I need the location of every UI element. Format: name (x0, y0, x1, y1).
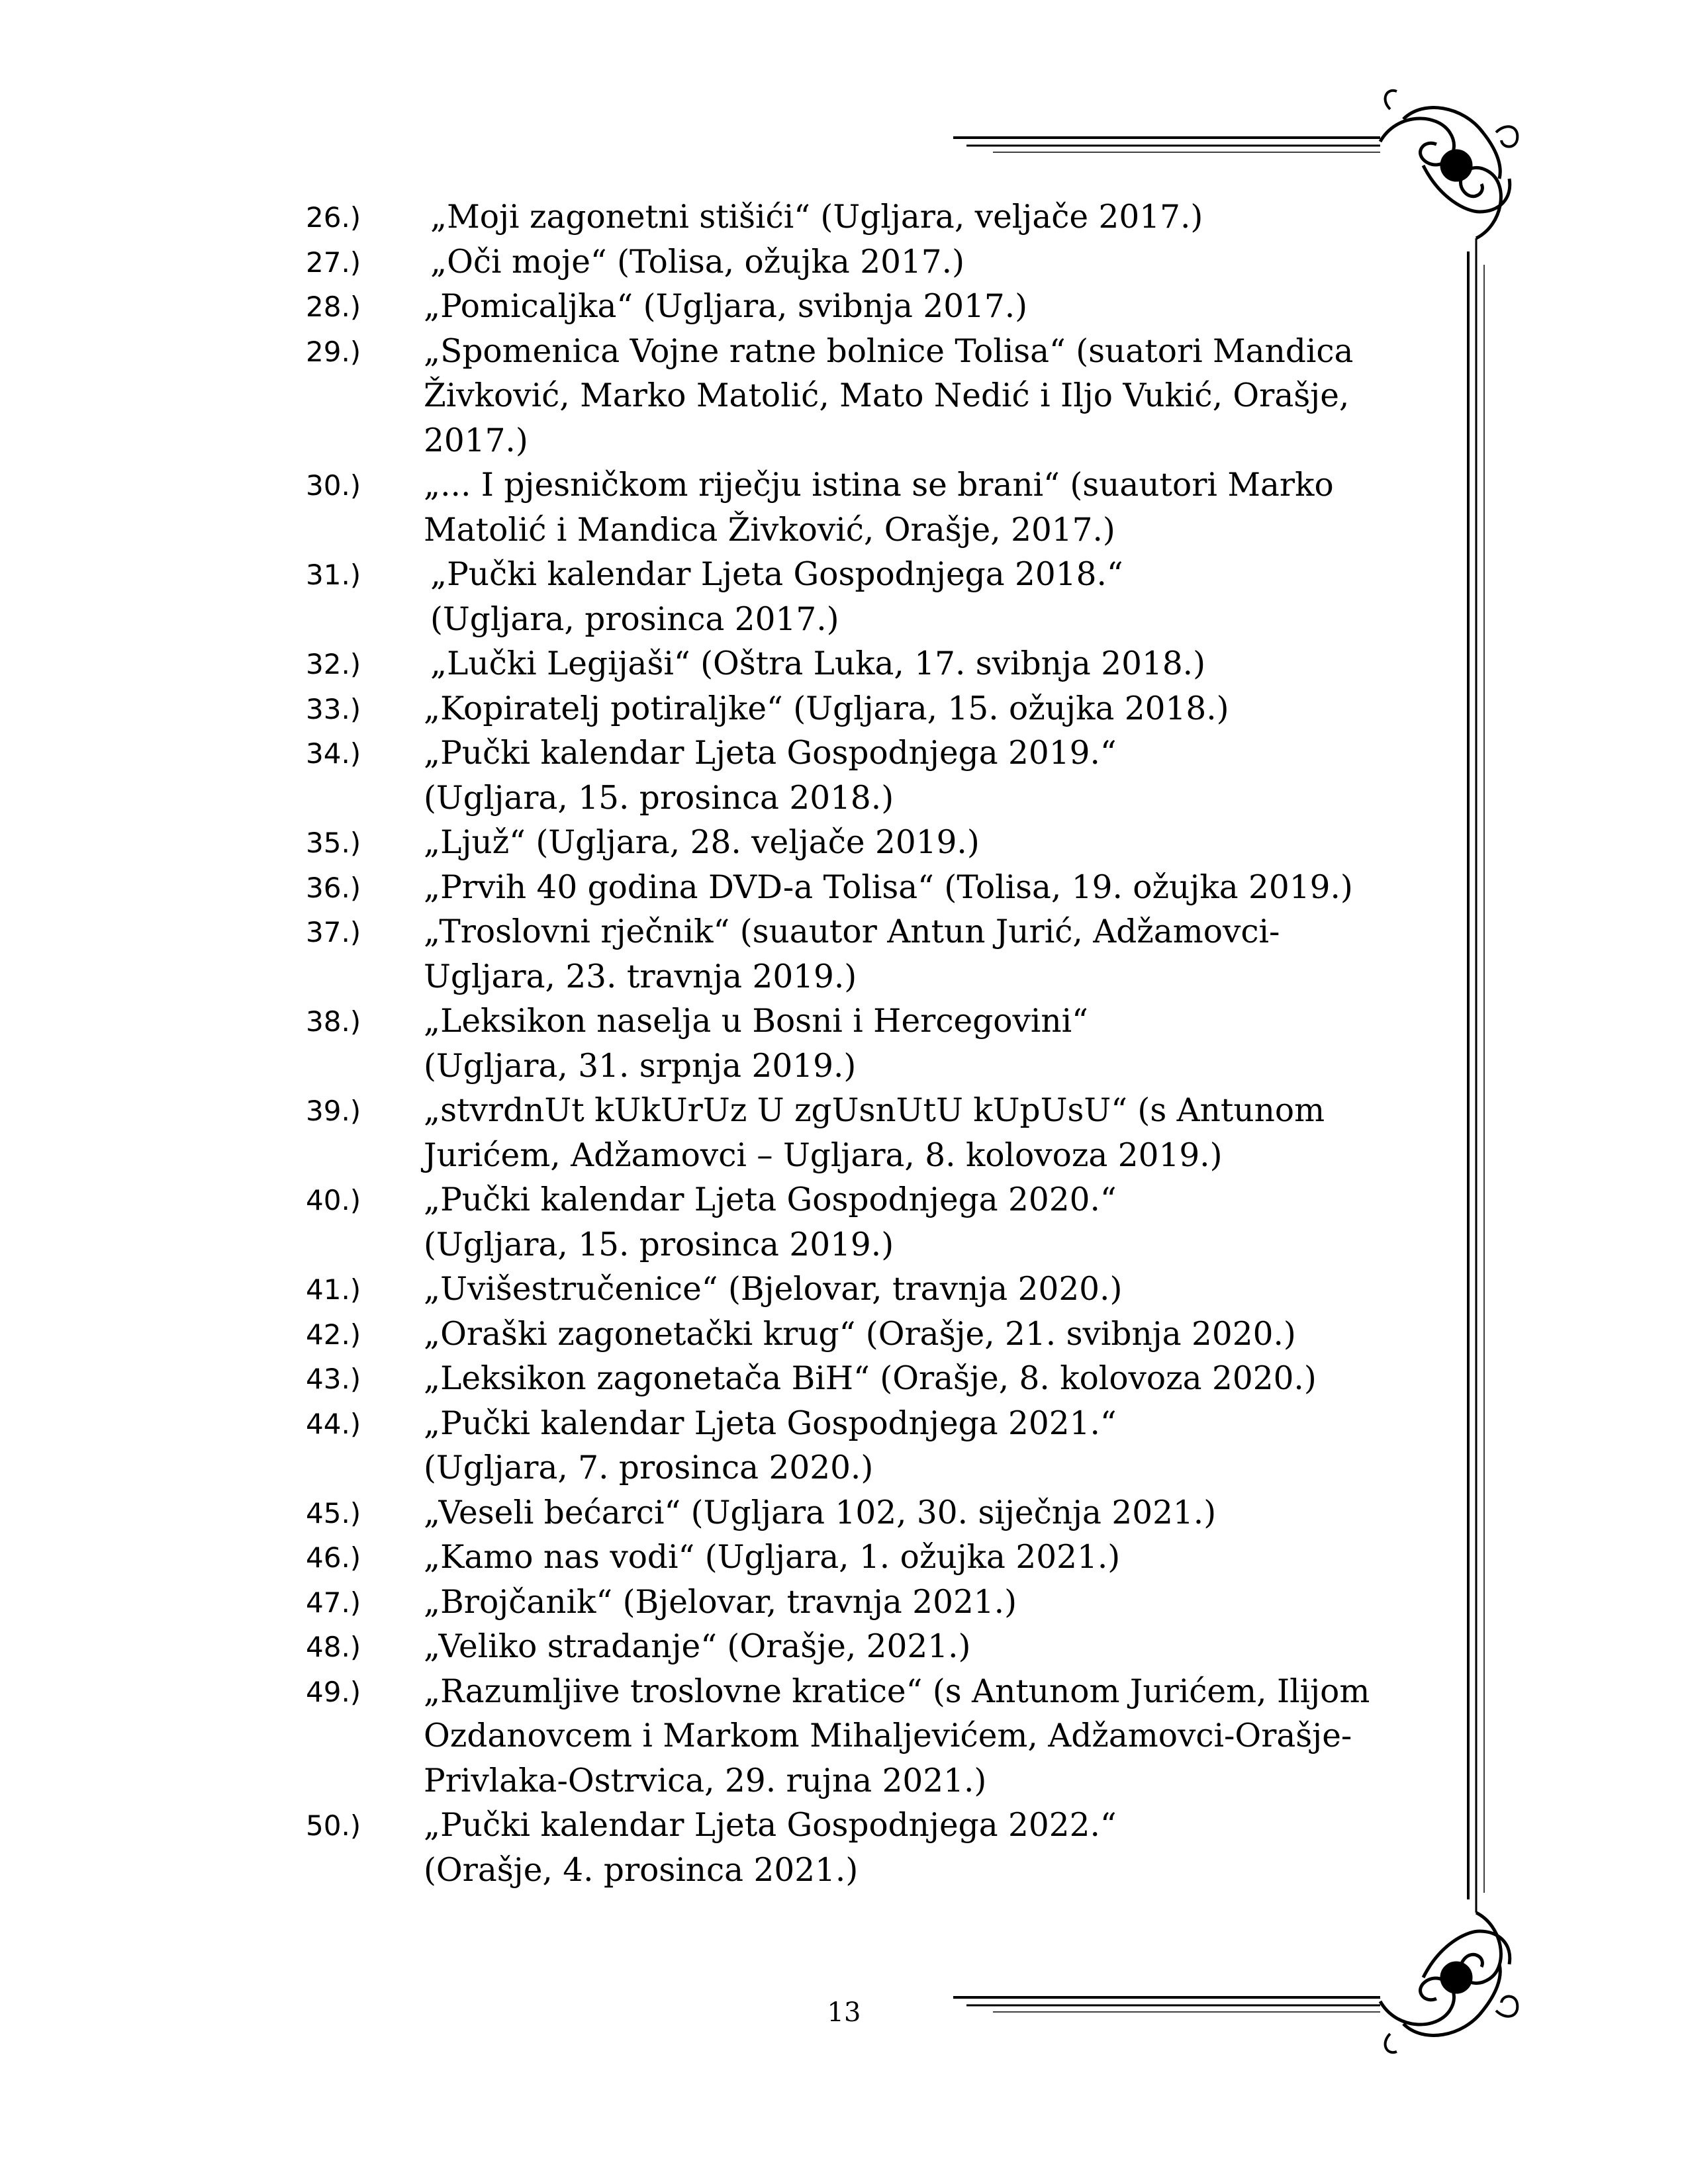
list-item-text (424, 910, 1431, 999)
list-item-number: 49.) (306, 1675, 361, 1708)
list-item-number: 30.) (306, 469, 361, 502)
list-item-number: 48.) (306, 1631, 361, 1663)
list-item-text (424, 1580, 1431, 1625)
list-item-text (424, 1178, 1431, 1267)
list-item-line: „Spomenica Vojne ratne bolnice Tolisa“ (suatori Mandica (424, 332, 1354, 370)
list-item-line: „Oraški zagonetački krug“ (Orašje, 21. svibnja 2020.) (424, 1315, 1296, 1353)
list-item (306, 195, 1431, 240)
list-item-text (424, 731, 1431, 821)
list-item (306, 642, 1431, 687)
list-item-line: „Pučki kalendar Ljeta Gospodnjega 2020.“ (424, 1181, 1117, 1218)
list-item-line: „Oči moje“ (Tolisa, ožujka 2017.) (430, 243, 964, 281)
list-item (306, 1670, 1431, 1804)
list-item (306, 1178, 1431, 1267)
list-item (306, 1267, 1431, 1312)
list-item-number: 38.) (306, 1005, 361, 1038)
list-item-number: 33.) (306, 692, 361, 725)
list-item (306, 910, 1431, 999)
list-item-line: „Pučki kalendar Ljeta Gospodnjega 2022.“ (424, 1807, 1117, 1844)
list-item (306, 463, 1431, 553)
list-item (306, 731, 1431, 821)
list-item-text (424, 1625, 1431, 1670)
list-item-line: 2017.) (424, 422, 528, 459)
list-item (306, 1803, 1431, 1893)
publication-list (306, 195, 1431, 1893)
list-item-number: 32.) (306, 648, 361, 680)
list-item-number: 40.) (306, 1184, 361, 1216)
list-item-number: 41.) (306, 1273, 361, 1306)
list-item-line: (Ugljara, prosinca 2017.) (430, 600, 839, 638)
list-item-line: „... I pjesničkom riječju istina se brani“ (suautori Marko (424, 467, 1334, 504)
list-item-number: 31.) (306, 559, 361, 591)
list-item (306, 821, 1431, 866)
list-item (306, 1402, 1431, 1491)
list-item-line: „Brojčanik“ (Bjelovar, travnja 2021.) (424, 1583, 1017, 1621)
list-item-line: Živković, Marko Matolić, Mato Nedić i Iljo Vukić, Orašje, (424, 377, 1350, 414)
list-item-line: „Pučki kalendar Ljeta Gospodnjega 2018.“ (430, 556, 1123, 593)
list-item-text (424, 1803, 1431, 1893)
list-item-number: 39.) (306, 1095, 361, 1127)
list-item-text (424, 1535, 1431, 1580)
list-item-text (424, 553, 1431, 642)
frame-top-rule (953, 138, 1380, 152)
list-item-number: 34.) (306, 737, 361, 770)
list-item-line: Jurićem, Adžamovci – Ugljara, 8. kolovoza 2019.) (424, 1136, 1223, 1174)
list-item-line: (Ugljara, 15. prosinca 2018.) (424, 779, 894, 817)
list-item-line: „Leksikon zagonetača BiH“ (Orašje, 8. kolovoza 2020.) (424, 1360, 1317, 1397)
list-item-text (424, 687, 1431, 732)
corner-ornament-bottom-icon (1380, 1913, 1517, 2052)
list-item-line: „Pučki kalendar Ljeta Gospodnjega 2021.“ (424, 1404, 1117, 1442)
list-item-line: „Lučki Legijaši“ (Oštra Luka, 17. svibnja 2018.) (430, 645, 1206, 682)
list-item (306, 330, 1431, 464)
list-item (306, 1089, 1431, 1178)
list-item-line: „Kamo nas vodi“ (Ugljara, 1. ožujka 2021.) (424, 1539, 1121, 1576)
list-item-number: 36.) (306, 871, 361, 904)
list-item-line: „Moji zagonetni stišići“ (Ugljara, veljače 2017.) (430, 199, 1203, 236)
list-item-number: 27.) (306, 246, 361, 279)
list-item-line: (Ugljara, 7. prosinca 2020.) (424, 1449, 874, 1486)
list-item (306, 1491, 1431, 1536)
list-item-text (424, 1312, 1431, 1357)
list-item-line: „Leksikon naselja u Bosni i Hercegovini“ (424, 1003, 1088, 1040)
list-item-text (424, 330, 1431, 464)
list-item-line: (Orašje, 4. prosinca 2021.) (424, 1851, 859, 1889)
list-item-text (424, 240, 1431, 285)
list-item-text (424, 999, 1431, 1089)
list-item-line: „Pomicaljka“ (Ugljara, svibnja 2017.) (424, 288, 1028, 325)
list-item-text (424, 866, 1431, 911)
frame-right-rule (1468, 238, 1484, 1913)
list-item-line: „Pučki kalendar Ljeta Gospodnjega 2019.“ (424, 735, 1117, 772)
list-item-line: Ugljara, 23. travnja 2019.) (424, 958, 857, 995)
list-item (306, 1312, 1431, 1357)
list-item (306, 866, 1431, 911)
list-item-number: 50.) (306, 1809, 361, 1842)
list-item (306, 240, 1431, 285)
list-item-number: 26.) (306, 201, 361, 234)
list-item-line: (Ugljara, 31. srpnja 2019.) (424, 1047, 857, 1085)
list-item-text (424, 642, 1431, 687)
list-item-line: „Kopiratelj potiraljke“ (Ugljara, 15. ožujka 2018.) (424, 690, 1229, 727)
list-item (306, 1535, 1431, 1580)
list-item-line: „Razumljive troslovne kratice“ (s Antunom Jurićem, Ilijom (424, 1672, 1370, 1710)
list-item-text (424, 1089, 1431, 1178)
list-item-text (424, 1491, 1431, 1536)
list-item-line: (Ugljara, 15. prosinca 2019.) (424, 1226, 894, 1263)
list-item-line: „Prvih 40 godina DVD-a Tolisa“ (Tolisa, 19. ožujka 2019.) (424, 868, 1353, 906)
list-item-number: 35.) (306, 827, 361, 859)
page-number: 13 (827, 1997, 861, 2028)
list-item (306, 285, 1431, 330)
list-item-text (424, 1267, 1431, 1312)
list-item-text (424, 821, 1431, 866)
list-item-text (424, 195, 1431, 240)
list-item-line: Privlaka-Ostrvica, 29. rujna 2021.) (424, 1762, 987, 1799)
list-item (306, 999, 1431, 1089)
list-item-text (424, 1402, 1431, 1491)
list-item-number: 42.) (306, 1318, 361, 1351)
list-item-number: 28.) (306, 291, 361, 323)
list-item-line: „Troslovni rječnik“ (suautor Antun Jurić, Adžamovci- (424, 913, 1280, 950)
list-item-number: 45.) (306, 1496, 361, 1529)
list-item-line: Matolić i Mandica Živković, Orašje, 2017.) (424, 511, 1115, 549)
list-item-number: 29.) (306, 335, 361, 368)
list-item (306, 1625, 1431, 1670)
list-item (306, 1357, 1431, 1402)
list-item-text (424, 463, 1431, 553)
list-item-number: 47.) (306, 1586, 361, 1619)
list-item-number: 37.) (306, 916, 361, 948)
list-item-line: „Uvišestručenice“ (Bjelovar, travnja 2020.) (424, 1271, 1123, 1308)
list-item-number: 44.) (306, 1407, 361, 1440)
list-item-text (424, 1670, 1431, 1804)
list-item-line: „Veseli bećarci“ (Ugljara 102, 30. siječnja 2021.) (424, 1494, 1217, 1531)
list-item-line: „stvrdnUt kUkUrUz U zgUsnUtU kUpUsU“ (s Antunom (424, 1092, 1325, 1129)
list-item-line: „Veliko stradanje“ (Orašje, 2021.) (424, 1628, 971, 1665)
list-item (306, 687, 1431, 732)
list-item (306, 1580, 1431, 1625)
list-item-number: 46.) (306, 1541, 361, 1574)
list-item-text (424, 1357, 1431, 1402)
list-item (306, 553, 1431, 642)
list-item-line: „Ljuž“ (Ugljara, 28. veljače 2019.) (424, 824, 980, 861)
list-item-number: 43.) (306, 1363, 361, 1395)
list-item-text (424, 285, 1431, 330)
list-item-line: Ozdanovcem i Markom Mihaljevićem, Adžamovci-Orašje- (424, 1717, 1352, 1754)
